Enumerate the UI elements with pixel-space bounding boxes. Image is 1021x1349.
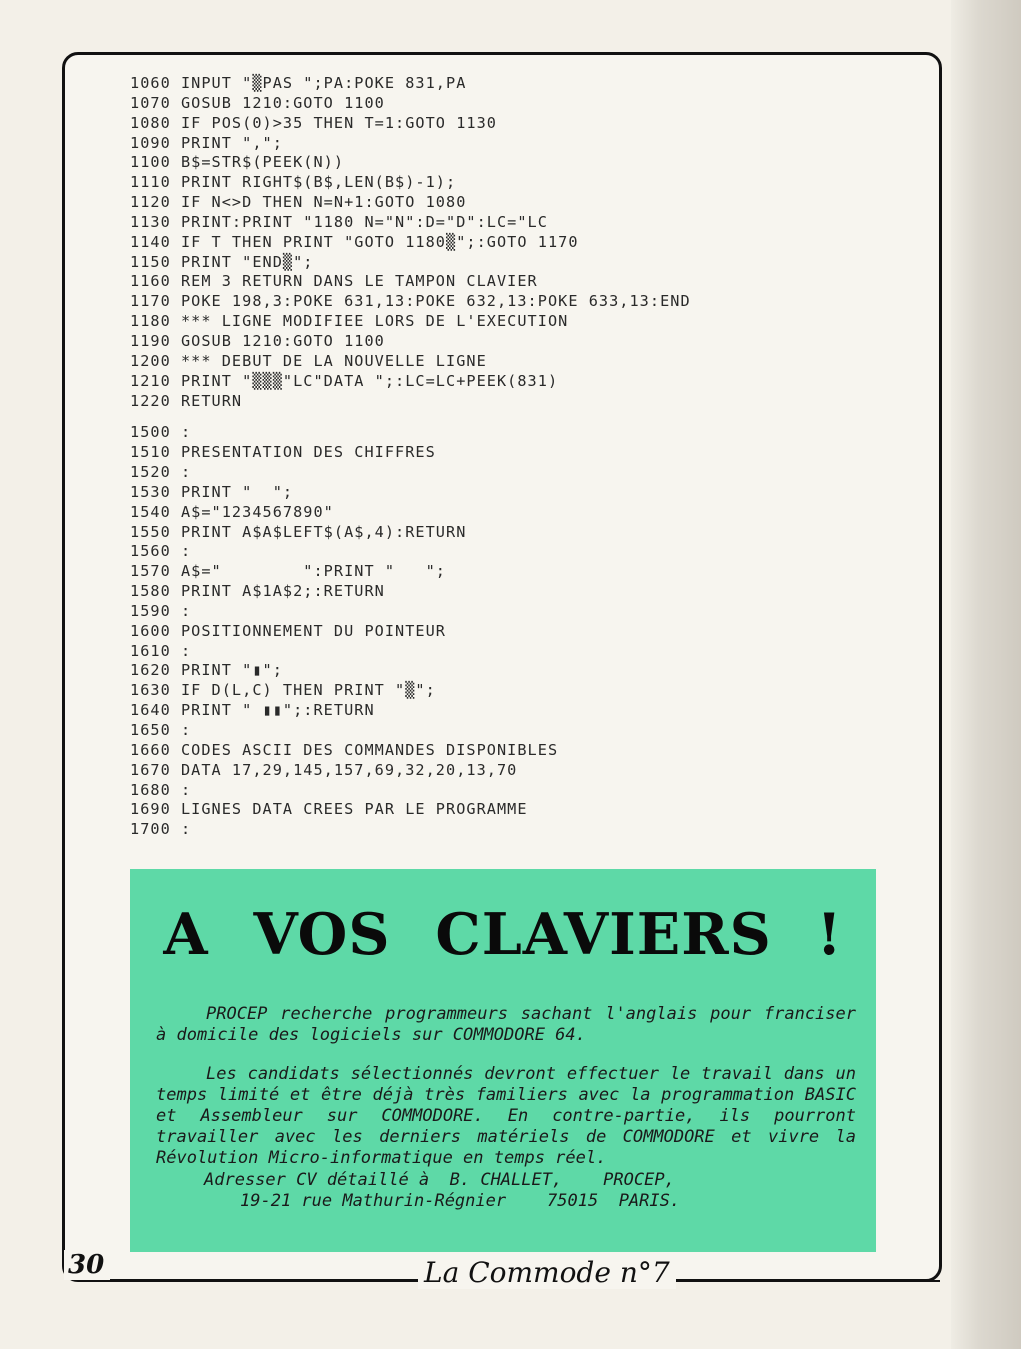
page-edge-shadow xyxy=(951,0,1021,1349)
code-line: 1590 : xyxy=(130,601,192,620)
code-line: 1170 POKE 198,3:POKE 631,13:POKE 632,13:POKE 633,13:END xyxy=(130,292,691,311)
code-line: 1500 : xyxy=(130,423,192,442)
code-line: 1630 IF D(L,C) THEN PRINT "▒"; xyxy=(130,681,436,700)
basic-listing xyxy=(130,74,691,840)
code-line: 1060 INPUT "▒PAS ";PA:POKE 831,PA xyxy=(130,74,467,92)
code-line: 1550 PRINT A$A$LEFT$(A$,4):RETURN xyxy=(130,522,467,541)
code-line: 1160 REM 3 RETURN DANS LE TAMPON CLAVIER xyxy=(130,272,538,291)
ad-title: A VOS CLAVIERS ! xyxy=(163,901,843,968)
code-line: 1190 GOSUB 1210:GOTO 1100 xyxy=(130,331,385,350)
code-line: 1510 PRESENTATION DES CHIFFRES xyxy=(130,443,436,462)
page-number: 30 xyxy=(64,1250,110,1280)
ad-paragraph-2: Les candidats sélectionnés devront effectuer le travail dans un temps limité et être déjà très familiers avec la programmation BASIC et Assembleur sur COMMODORE. En contre-partie, ils pourront travailler avec les derniers matériels de COMMODORE et vivre la Révolution Micro-informatique en temps réel. xyxy=(156,1064,856,1168)
ad-address-line-1: Adresser CV détaillé à B. CHALLET, PROCEP, xyxy=(204,1170,675,1190)
ad-paragraph-1: PROCEP recherche programmeurs sachant l'anglais pour franciser à domicile des logiciels sur COMMODORE 64. xyxy=(156,1004,856,1045)
advertisement-box xyxy=(130,869,876,1252)
code-line: 1680 : xyxy=(130,780,192,799)
code-line: 1200 *** DEBUT DE LA NOUVELLE LIGNE xyxy=(130,351,487,370)
code-line: 1640 PRINT " ▮▮";:RETURN xyxy=(130,701,375,720)
code-line: 1120 IF N<>D THEN N=N+1:GOTO 1080 xyxy=(130,193,467,212)
code-line: 1560 : xyxy=(130,542,192,561)
code-line: 1180 *** LIGNE MODIFIEE LORS DE L'EXECUTION xyxy=(130,312,569,331)
code-line: 1620 PRINT "▮"; xyxy=(130,661,283,680)
code-line: 1210 PRINT "▒▒▒"LC"DATA ";:LC=LC+PEEK(831) xyxy=(130,371,559,390)
code-line: 1520 : xyxy=(130,463,192,482)
code-line: 1610 : xyxy=(130,641,192,660)
code-line: 1660 CODES ASCII DES COMMANDES DISPONIBLES xyxy=(130,740,559,759)
code-line: 1080 IF POS(0)>35 THEN T=1:GOTO 1130 xyxy=(130,113,497,132)
code-line: 1220 RETURN xyxy=(130,391,243,410)
code-line: 1140 IF T THEN PRINT "GOTO 1180▒";:GOTO 1170 xyxy=(130,232,579,251)
ad-address xyxy=(156,1170,824,1212)
code-line: 1530 PRINT " "; xyxy=(130,482,294,501)
code-line: 1110 PRINT RIGHT$(B$,LEN(B$)-1); xyxy=(130,173,457,192)
code-line: 1100 B$=STR$(PEEK(N)) xyxy=(130,153,345,172)
code-line: 1130 PRINT:PRINT "1180 N="N":D="D":LC="LC xyxy=(130,212,548,231)
ad-address-line-2: 19-21 rue Mathurin-Régnier 75015 PARIS. xyxy=(240,1191,681,1211)
code-line: 1600 POSITIONNEMENT DU POINTEUR xyxy=(130,621,447,640)
code-line: 1570 A$=" ":PRINT " "; xyxy=(130,562,447,581)
code-line: 1670 DATA 17,29,145,157,69,32,20,13,70 xyxy=(130,760,518,779)
code-line: 1070 GOSUB 1210:GOTO 1100 xyxy=(130,93,385,112)
code-line: 1580 PRINT A$1A$2;:RETURN xyxy=(130,582,385,601)
code-line: 1690 LIGNES DATA CREES PAR LE PROGRAMME xyxy=(130,800,528,819)
code-line: 1700 : xyxy=(130,820,192,839)
magazine-name: La Commode n°7 xyxy=(418,1256,676,1289)
code-line: 1540 A$="1234567890" xyxy=(130,502,334,521)
code-line: 1090 PRINT ","; xyxy=(130,133,283,152)
code-line: 1150 PRINT "END▒"; xyxy=(130,252,314,271)
code-line: 1650 : xyxy=(130,721,192,739)
